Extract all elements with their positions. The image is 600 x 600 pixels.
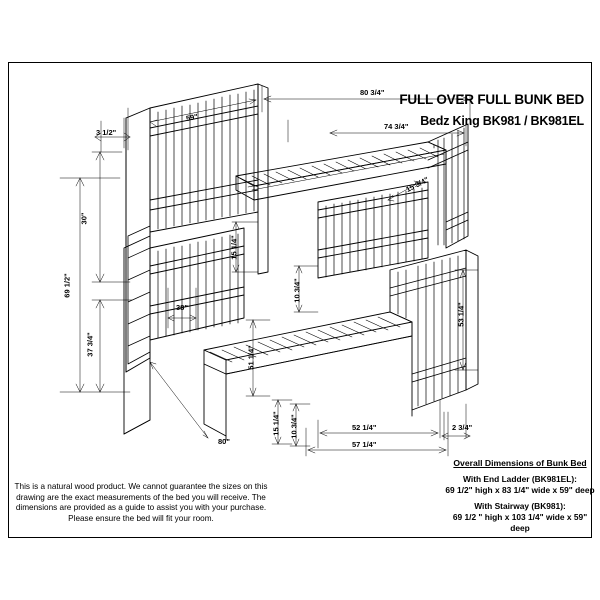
dimension-label-3-1-2: 3 1/2" [96, 128, 117, 137]
overall-stairway-value: 69 1/2 " high x 103 1/4" wide x 59" deep [452, 512, 588, 533]
dimension-label-38: 38" [176, 303, 188, 312]
dimension-label-2-3-4: 2 3/4" [452, 423, 473, 432]
dimension-label-30: 30" [79, 212, 89, 225]
dimension-label-15-3-4-top: 15 3/4" [404, 174, 431, 195]
dimension-label-69-1-2: 69 1/2" [62, 273, 72, 298]
disclaimer-text: This is a natural wood product. We cannot guarantee the sizes on this drawing are the exact measurements of the bed you will receive. The dimensions are provided as a guide to assist you with your purchase. Please ensure the bed will fit your room. [14, 482, 268, 523]
overall-dimensions-block [445, 458, 595, 534]
overall-end-ladder-label: With End Ladder (BK981EL): [463, 474, 577, 484]
dimension-label-10-3-4-mid: 10 3/4" [292, 278, 302, 303]
dimension-label-74-3-4: 74 3/4" [384, 122, 409, 131]
overall-end-ladder-value: 69 1/2" high x 83 1/4" wide x 59" deep [445, 485, 595, 495]
overall-dimensions-header: Overall Dimensions of Bunk Bed [453, 458, 587, 468]
page-title: FULL OVER FULL BUNK BED [399, 92, 584, 107]
dimension-label-51-1-4: 51 1/4" [246, 345, 256, 370]
dimension-label-37-3-4: 37 3/4" [85, 332, 95, 357]
dimension-label-80: 80" [218, 437, 230, 446]
dimension-label-53-1-4: 53 1/4" [456, 302, 466, 327]
dimension-label-59-top: 59" [185, 111, 199, 124]
dimension-label-15-1-4-bottom: 15 1/4" [271, 411, 281, 436]
dimension-label-57-1-4: 57 1/4" [352, 440, 377, 449]
overall-stairway-label: With Stairway (BK981): [474, 501, 566, 511]
page-subtitle: Bedz King BK981 / BK981EL [420, 114, 584, 128]
dimension-label-10-3-4-bottom: 10 3/4" [289, 414, 299, 439]
dimension-label-52-1-4: 52 1/4" [352, 423, 377, 432]
dimension-label-15-1-4-mid: 15 1/4" [229, 235, 239, 260]
dimension-label-80-3-4: 80 3/4" [360, 88, 385, 97]
